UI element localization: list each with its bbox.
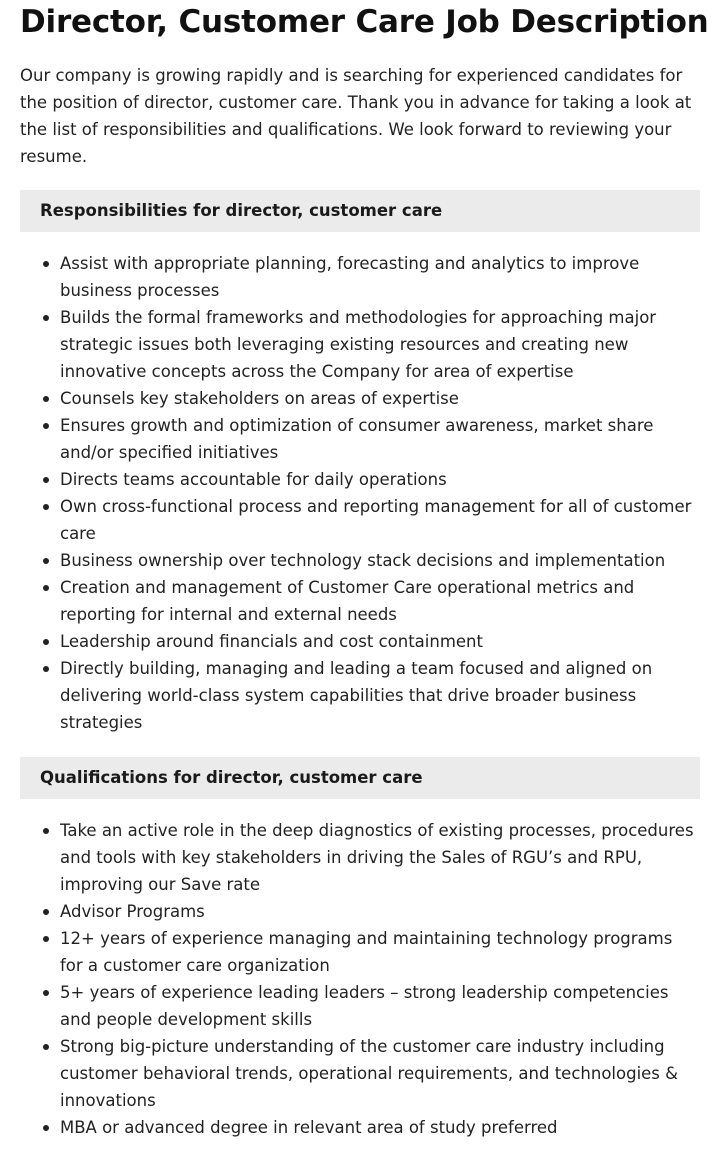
list-item: 5+ years of experience leading leaders – strong leadership competencies and people development skills [60,979,700,1033]
list-item: Leadership around financials and cost containment [60,628,700,655]
list-item: Counsels key stakeholders on areas of expertise [60,385,700,412]
list-item: Business ownership over technology stack decisions and implementation [60,547,700,574]
responsibilities-heading: Responsibilities for director, customer care [20,190,700,232]
list-item: Own cross-functional process and reporting management for all of customer care [60,493,700,547]
list-item: Take an active role in the deep diagnostics of existing processes, procedures and tools with key stakeholders in driving the Sales of RGU’s and RPU, improving our Save rate [60,817,700,898]
list-item: 12+ years of experience managing and maintaining technology programs for a customer care organization [60,925,700,979]
list-item: Creation and management of Customer Care operational metrics and reporting for internal and external needs [60,574,700,628]
list-item: Directs teams accountable for daily operations [60,466,700,493]
responsibilities-list [20,250,700,736]
list-item: Assist with appropriate planning, forecasting and analytics to improve business processes [60,250,700,304]
list-item: MBA or advanced degree in relevant area of study preferred [60,1114,700,1141]
intro-paragraph: Our company is growing rapidly and is searching for experienced candidates for the position of director, customer care. Thank you in advance for taking a look at the list of responsibilities and qualifications. We look forward to reviewing your resume. [20,66,692,166]
page-title: Director, Customer Care Job Description [20,4,709,40]
list-item: Strong big-picture understanding of the customer care industry including customer behavioral trends, operational requirements, and technologies & innovations [60,1033,700,1114]
list-item: Ensures growth and optimization of consumer awareness, market share and/or specified initiatives [60,412,700,466]
list-item: Builds the formal frameworks and methodologies for approaching major strategic issues both leveraging existing resources and creating new innovative concepts across the Company for area of expertise [60,304,700,385]
list-item: Directly building, managing and leading a team focused and aligned on delivering world-class system capabilities that drive broader business strategies [60,655,700,736]
qualifications-heading: Qualifications for director, customer care [20,757,700,799]
qualifications-list [20,817,700,1141]
list-item: Advisor Programs [60,898,700,925]
